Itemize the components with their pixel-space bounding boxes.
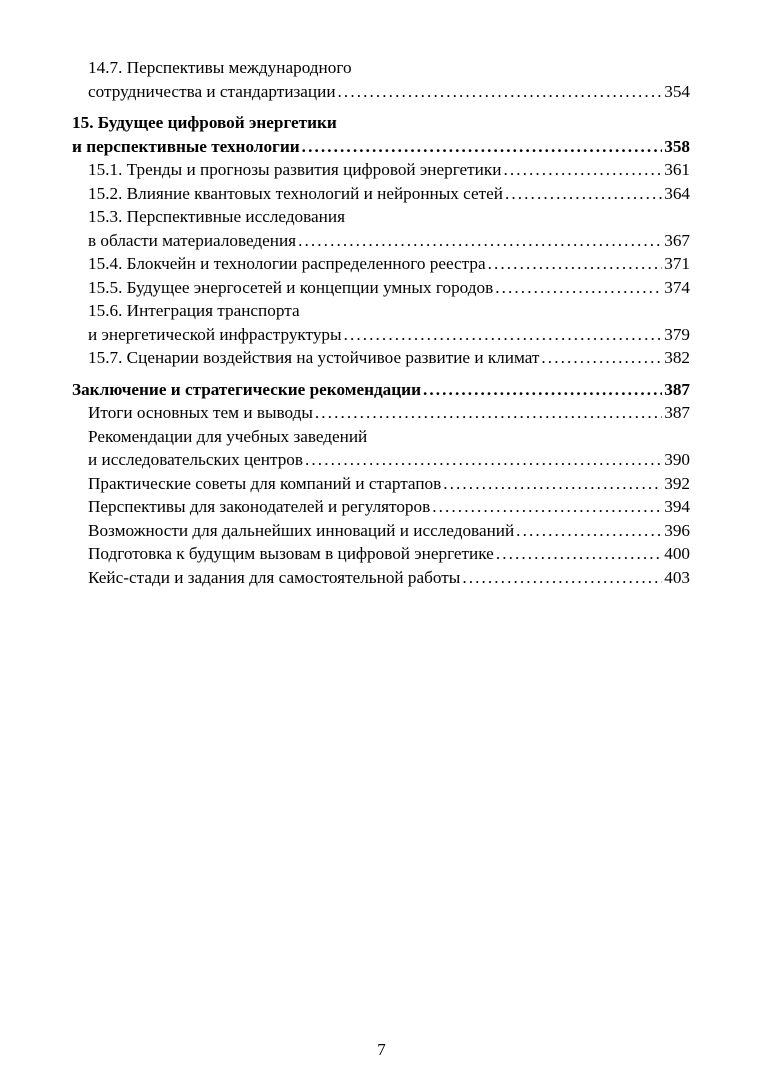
toc-entry-15-7[interactable] [72, 346, 690, 370]
toc-page-number: 382 [664, 348, 690, 367]
dot-leader [423, 378, 662, 402]
dot-leader [315, 401, 662, 425]
toc-page-number: 371 [664, 254, 690, 273]
table-of-contents [72, 56, 690, 589]
toc-entry-innovations[interactable] [72, 519, 690, 543]
toc-entry-summary[interactable] [72, 401, 690, 425]
page-number: 7 [377, 1040, 386, 1059]
toc-entry-legislators[interactable] [72, 495, 690, 519]
toc-entry-title: 15.4. Блокчейн и технологии распределенного реестра [88, 254, 486, 273]
toc-entry-title: Перспективы для законодателей и регуляторов [88, 497, 431, 516]
toc-page-number: 387 [664, 379, 690, 399]
toc-entry-title: 15.5. Будущее энергосетей и концепции умных городов [88, 277, 494, 297]
dot-leader [503, 158, 662, 182]
toc-page-number: 390 [664, 450, 690, 469]
toc-entry-title: и энергетической инфраструктуры [88, 324, 342, 344]
toc-page-number: 367 [664, 230, 690, 250]
toc-entry-title: Кейс-стади и задания для самостоятельной работы [88, 567, 461, 587]
dot-leader [344, 323, 663, 347]
toc-page-number: 387 [664, 403, 690, 422]
toc-entry-title: Подготовка к будущим вызовам в цифровой энергетике [88, 544, 494, 563]
dot-leader [505, 182, 662, 206]
toc-page-number: 361 [664, 160, 690, 179]
toc-entry-title: 15.3. Перспективные исследования [88, 207, 345, 226]
dot-leader [488, 252, 663, 276]
toc-page-number: 396 [664, 520, 690, 540]
toc-entry-recommendations[interactable] [72, 425, 690, 472]
toc-entry-title: 15.6. Интеграция транспорта [88, 301, 300, 320]
toc-entry-title: 15.7. Сценарии воздействия на устойчивое развитие и климат [88, 348, 540, 367]
toc-entry-title: Итоги основных тем и выводы [88, 403, 313, 422]
toc-page-number: 358 [664, 136, 690, 156]
toc-entry-title: 14.7. Перспективы международного [88, 58, 352, 77]
dot-leader [432, 495, 662, 519]
toc-entry-title: сотрудничества и стандартизации [88, 81, 336, 101]
toc-page-number: 374 [664, 277, 690, 297]
toc-entry-title: 15.2. Влияние квантовых технологий и нейронных сетей [88, 183, 503, 203]
toc-entry-practical-advice[interactable] [72, 472, 690, 496]
toc-page-number: 394 [664, 497, 690, 516]
dot-leader [495, 276, 662, 300]
toc-entry-title: Возможности для дальнейших инноваций и исследований [88, 520, 515, 540]
toc-entry-15-5[interactable] [72, 276, 690, 300]
toc-entry-title: Рекомендации для учебных заведений [88, 426, 368, 446]
toc-entry-15-6[interactable] [72, 299, 690, 346]
dot-leader [496, 542, 662, 566]
toc-entry-future-challenges[interactable] [72, 542, 690, 566]
toc-entry-15-2[interactable] [72, 182, 690, 206]
dot-leader [541, 346, 662, 370]
toc-page-number: 392 [664, 473, 690, 493]
dot-leader [302, 135, 663, 159]
toc-page-number: 403 [664, 567, 690, 587]
toc-page-number: 354 [664, 81, 690, 101]
toc-entry-15-4[interactable] [72, 252, 690, 276]
toc-chapter-title: Заключение и стратегические рекомендации [72, 379, 421, 399]
toc-entry-15-1[interactable] [72, 158, 690, 182]
toc-page-number: 364 [664, 183, 690, 203]
dot-leader [443, 472, 662, 496]
toc-entry-title: и исследовательских центров [88, 450, 304, 469]
dot-leader [305, 448, 662, 472]
dot-leader [298, 229, 662, 253]
toc-chapter-title: и перспективные технологии [72, 136, 300, 156]
toc-entry-15-3[interactable] [72, 205, 690, 252]
toc-entry-title: в области материаловедения [88, 230, 297, 250]
dot-leader [338, 80, 663, 104]
toc-entry-title: Практические советы для компаний и стартапов [88, 473, 442, 493]
toc-entry-14-7[interactable] [72, 56, 690, 103]
toc-page-number: 379 [664, 324, 690, 344]
toc-entry-title: 15.1. Тренды и прогнозы развития цифровой энергетики [88, 160, 502, 179]
dot-leader [516, 519, 662, 543]
toc-entry-case-studies[interactable] [72, 566, 690, 590]
toc-page-number: 400 [664, 544, 690, 563]
toc-chapter-title: 15. Будущее цифровой энергетики [72, 113, 337, 132]
toc-chapter-conclusion[interactable] [72, 378, 690, 402]
dot-leader [462, 566, 662, 590]
toc-chapter-15[interactable] [72, 111, 690, 158]
